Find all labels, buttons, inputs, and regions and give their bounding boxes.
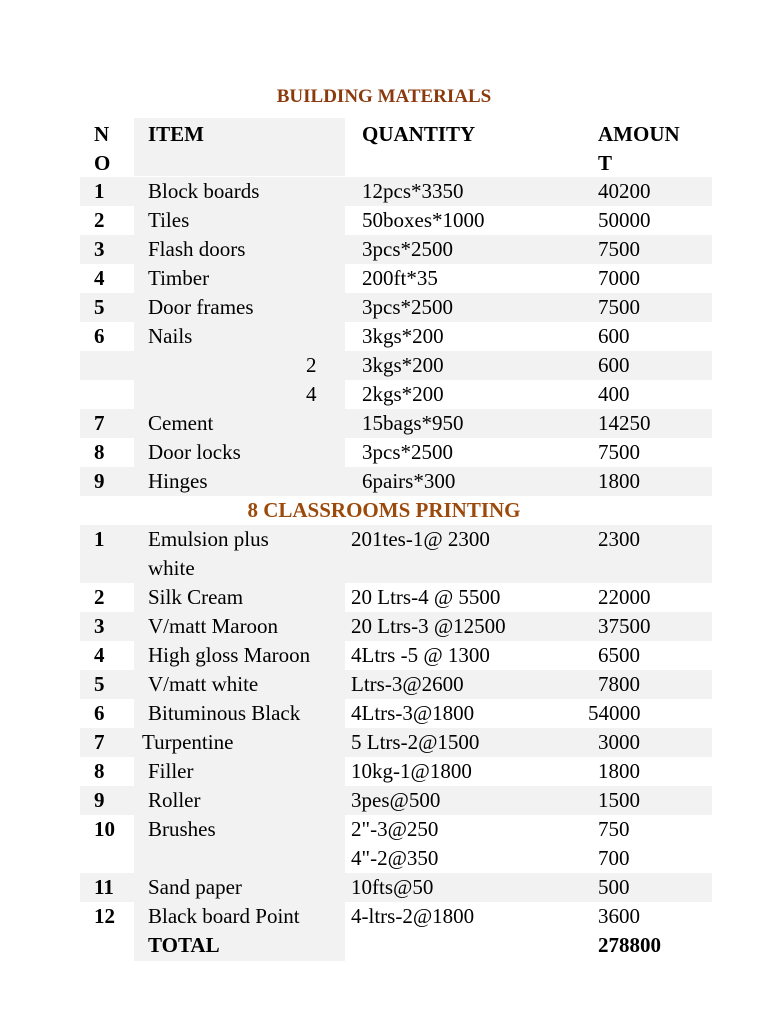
table-row (80, 235, 712, 264)
row-no: 11 (94, 875, 114, 899)
row-no: 2 (94, 208, 105, 232)
table-row (80, 467, 712, 496)
row-item: V/matt white (148, 672, 259, 696)
row-no: 7 (94, 730, 105, 754)
row-amount: 14250 (598, 411, 651, 435)
row-item: Door frames (148, 295, 254, 319)
row-amount: 1800 (598, 469, 640, 493)
row-amount: 2300 (598, 527, 640, 551)
table-row (80, 525, 712, 583)
row-item-line2: white (148, 556, 195, 580)
row-no: 4 (94, 266, 105, 290)
row-no: 7 (94, 411, 105, 435)
row-no: 5 (94, 295, 105, 319)
row-item: Turpentine (142, 730, 234, 754)
row-amount: 600 (598, 324, 630, 348)
row-item: 2 (306, 353, 317, 377)
row-qty: 3pcs*2500 (362, 237, 453, 261)
table-row (80, 206, 712, 235)
row-amount: 3600 (598, 904, 640, 928)
table-row (80, 612, 712, 641)
total-label: TOTAL (148, 933, 220, 957)
row-qty: 200ft*35 (362, 266, 438, 290)
row-no: 2 (94, 585, 105, 609)
row-no: 5 (94, 672, 105, 696)
header-no-line2: O (94, 151, 111, 175)
table-row (80, 409, 712, 438)
row-item: Sand paper (148, 875, 242, 899)
row-qty: 5 Ltrs-2@1500 (351, 730, 480, 754)
row-qty: 201tes-1@ 2300 (351, 527, 490, 551)
row-amount: 7500 (598, 295, 640, 319)
table-row (80, 873, 712, 902)
table-row (80, 438, 712, 467)
row-qty: 4-ltrs-2@1800 (351, 904, 475, 928)
row-qty: Ltrs-3@2600 (351, 672, 464, 696)
header-amount-line2: T (598, 151, 613, 175)
table-row (80, 322, 712, 351)
section-title-classrooms-printing: 8 CLASSROOMS PRINTING (247, 498, 521, 522)
row-qty: 4Ltrs -5 @ 1300 (351, 643, 490, 667)
row-qty: 2"-3@250 (351, 817, 439, 841)
row-amount: 50000 (598, 208, 651, 232)
header-item: ITEM (148, 122, 205, 146)
row-item: Silk Cream (148, 585, 244, 609)
row-item: Door locks (148, 440, 241, 464)
row-item: Bituminous Black (148, 701, 301, 725)
table-row (80, 380, 712, 409)
row-no: 8 (94, 759, 105, 783)
row-amount: 7000 (598, 266, 640, 290)
table-row (80, 757, 712, 786)
row-amount: 400 (598, 382, 630, 406)
row-qty: 3pcs*2500 (362, 295, 453, 319)
row-amount: 600 (598, 353, 630, 377)
row-item: Filler (148, 759, 194, 783)
table-row (80, 786, 712, 815)
row-item: Hinges (148, 469, 208, 493)
row-amount: 37500 (598, 614, 651, 638)
row-amount: 500 (598, 875, 630, 899)
row-item: Roller (148, 788, 201, 812)
row-amount: 1500 (598, 788, 640, 812)
row-amount: 750 (598, 817, 630, 841)
row-amount: 1800 (598, 759, 640, 783)
row-qty: 4Ltrs-3@1800 (351, 701, 475, 725)
row-amount: 3000 (598, 730, 640, 754)
row-qty: 3kgs*200 (362, 324, 444, 348)
header-no-line1: N (94, 122, 110, 146)
row-qty: 3pes@500 (351, 788, 441, 812)
row-amount-line2: 700 (598, 846, 630, 870)
row-qty: 20 Ltrs-3 @12500 (351, 614, 506, 638)
section-title-building-materials: BUILDING MATERIALS (276, 86, 492, 107)
row-amount: 54000 (588, 701, 641, 725)
row-amount: 7800 (598, 672, 640, 696)
row-item: Black board Point (148, 904, 300, 928)
row-no: 6 (94, 701, 105, 725)
row-qty: 3kgs*200 (362, 353, 444, 377)
table-header (80, 118, 712, 176)
table-row (80, 351, 712, 380)
header-quantity: QUANTITY (362, 122, 476, 146)
table-row (80, 264, 712, 293)
row-item: 4 (306, 382, 317, 406)
row-item: Cement (148, 411, 214, 435)
total-row (80, 931, 712, 961)
table-row (80, 728, 712, 757)
row-item: Nails (148, 324, 193, 348)
table-row (80, 177, 712, 206)
row-item: Block boards (148, 179, 260, 203)
row-qty: 50boxes*1000 (362, 208, 485, 232)
row-item: Tiles (148, 208, 190, 232)
table-row (80, 293, 712, 322)
row-amount: 7500 (598, 440, 640, 464)
row-amount: 40200 (598, 179, 651, 203)
row-qty: 10kg-1@1800 (351, 759, 472, 783)
row-no: 10 (94, 817, 115, 841)
row-item: Timber (148, 266, 210, 290)
row-no: 3 (94, 237, 105, 261)
row-qty: 3pcs*2500 (362, 440, 453, 464)
row-no: 4 (94, 643, 105, 667)
table-row (80, 902, 712, 931)
row-item: Emulsion plus (148, 527, 269, 551)
table-row (80, 670, 712, 699)
row-qty: 2kgs*200 (362, 382, 444, 406)
total-amount: 278800 (598, 933, 661, 957)
row-item: V/matt Maroon (148, 614, 279, 638)
row-amount: 6500 (598, 643, 640, 667)
row-no: 9 (94, 469, 105, 493)
row-amount: 22000 (598, 585, 651, 609)
row-item: Flash doors (148, 237, 246, 261)
row-no: 1 (94, 527, 105, 551)
row-no: 12 (94, 904, 115, 928)
row-item: Brushes (148, 817, 216, 841)
row-no: 9 (94, 788, 105, 812)
row-no: 1 (94, 179, 105, 203)
table-row (80, 641, 712, 670)
table-row (80, 815, 712, 873)
row-qty: 6pairs*300 (362, 469, 456, 493)
row-qty: 10fts@50 (351, 875, 434, 899)
row-no: 6 (94, 324, 105, 348)
row-no: 8 (94, 440, 105, 464)
row-qty: 15bags*950 (362, 411, 464, 435)
table-row (80, 583, 712, 612)
row-qty-line2: 4"-2@350 (351, 846, 439, 870)
row-item: High gloss Maroon (148, 643, 311, 667)
row-qty: 12pcs*3350 (362, 179, 464, 203)
row-qty: 20 Ltrs-4 @ 5500 (351, 585, 501, 609)
table-row (80, 699, 712, 728)
row-amount: 7500 (598, 237, 640, 261)
header-amount-line1: AMOUN (598, 122, 680, 146)
row-no: 3 (94, 614, 105, 638)
